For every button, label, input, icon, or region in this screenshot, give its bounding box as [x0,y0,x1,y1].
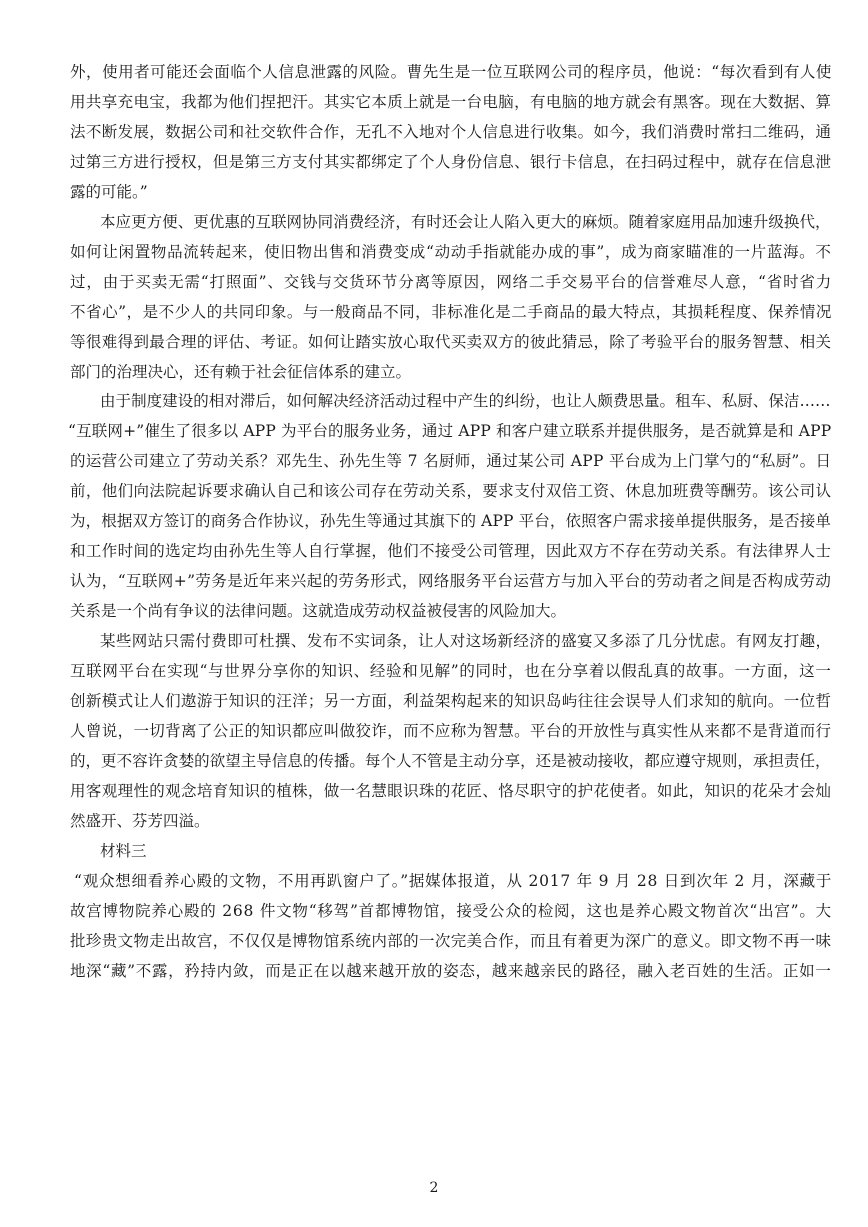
text-line-content: 等很难得到最合理的评估、考证。如何让踏实放心取代买卖双方的彼此猜忌，除了考验平台的服务智慧、相关 [70,332,832,351]
text-line [0,596,868,626]
text-line [0,267,868,297]
text-line-content: 批珍贵文物走出故宫，不仅仅是博物馆系统内部的一次完美合作，而且有着更为深广的意义。即文物不再一味 [70,931,832,950]
text-line-content: 部门的治理决心，还有赖于社会征信体系的建立。 [70,362,412,381]
text-line-content: 的，更不容许贪婪的欲望主导信息的传播。每个人不管是主动分享，还是被动接收，都应遵守规则，承担责任， [70,751,831,770]
text-line [0,956,868,986]
text-line [0,776,868,806]
text-line-content: 过，由于买卖无需“打照面”、交钱与交货环节分离等原因，网络二手交易平台的信誉难尽人意，“省时省力 [70,272,833,291]
text-line-content: 创新模式让人们遨游于知识的汪洋；另一方面，利益架构起来的知识岛屿往往会误导人们求知的航向。一位哲 [70,691,832,710]
text-line-content: 本应更方便、更优惠的互联网协同消费经济，有时还会让人陷入更大的麻烦。随着家庭用品加速升级换代， [100,212,831,231]
text-line [0,686,868,716]
text-line [0,746,868,776]
text-line-content: 关系是一个尚有争议的法律问题。这就造成劳动权益被侵害的风险加大。 [70,602,567,621]
text-line-content: 由于制度建设的相对滞后，如何解决经济活动过程中产生的纠纷，也让人颇费思量。租车、私厨、保洁…… [100,392,831,411]
text-line [0,506,868,536]
text-line-content: 认为，“互联网+”劳务是近年来兴起的劳务形式，网络服务平台运营方与加入平台的劳动者之间是否构成劳动 [70,572,832,591]
text-line-content: 为，根据双方签订的商务合作协议，孙先生等通过其旗下的 APP 平台，依照客户需求接单提供服务，是否接单 [70,512,832,531]
text-line-content: 不省心”，是不少人的共同印象。与一般商品不同，非标准化是二手商品的最大特点，其损耗程度、保养情况 [70,302,832,321]
text-line [0,327,868,357]
text-line [0,207,868,237]
text-line [0,476,868,506]
text-line [0,806,868,836]
text-line [0,357,868,387]
text-line-content: 露的可能。” [70,182,148,201]
text-line-content: 法不断发展，数据公司和社交软件合作，无孔不入地对个人信息进行收集。如今，我们消费时常扫二维码，通 [70,122,832,141]
text-line-content: 地深“藏”不露，矜持内敛，而是正在以越来越开放的姿态，越来越亲民的路径，融入老百姓的生活。正如一 [70,961,832,980]
text-line-content: 的运营公司建立了劳动关系？邓先生、孙先生等 7 名厨师，通过某公司 APP 平台成为上门掌勺的“私厨”。日 [70,452,832,471]
text-line-content: “互联网+”催生了很多以 APP 为平台的服务业务，通过 APP 和客户建立联系并提供服务，是否就算是和 APP [68,422,832,441]
text-line-content: 如何让闲置物品流转起来，使旧物出售和消费变成“动动手指就能办成的事”，成为商家瞄准的一片蓝海。不 [70,242,832,261]
text-line [0,446,868,476]
text-line [0,536,868,566]
text-line-content: 和工作时间的选定均由孙先生等人自行掌握，他们不接受公司管理，因此双方不存在劳动关系。有法律界人士 [70,542,832,561]
text-line [0,896,868,926]
text-line [0,836,868,866]
text-line-content: 材料三 [100,841,147,860]
text-line-content: 前，他们向法院起诉要求确认自己和该公司存在劳动关系，要求支付双倍工资、休息加班费等酬劳。该公司认 [70,482,832,501]
text-line-content: 然盛开、芬芳四溢。 [70,811,210,830]
text-line-content: 互联网平台在实现“与世界分享你的知识、经验和见解”的同时，也在分享着以假乱真的故事。一方面，这一 [70,662,832,680]
text-line [0,147,868,177]
text-line-content: 用共享充电宝，我都为他们捏把汗。其实它本质上就是一台电脑，有电脑的地方就会有黑客。现在大数据、算 [70,92,832,111]
text-line-content: 人曾说，一切背离了公正的知识都应叫做狡诈，而不应称为智慧。平台的开放性与真实性从来都不是背道而行 [70,721,832,740]
text-line [0,87,868,117]
text-line [0,656,868,686]
text-line [0,416,868,446]
text-line-content: 某些网站只需付费即可杜撰、发布不实词条，让人对这场新经济的盛宴又多添了几分忧虑。有网友打趣， [100,632,832,651]
text-line-content: 外，使用者可能还会面临个人信息泄露的风险。曹先生是一位互联网公司的程序员，他说：“每次看到有人使 [70,63,832,81]
text-line [0,297,868,327]
text-line [0,626,868,656]
page-number: 2 [429,1180,439,1196]
text-line [0,566,868,596]
text-line [0,177,868,207]
text-line-content: “观众想细看养心殿的文物，不用再趴窗户了。”据媒体报道，从 2017 年 9 月 28 日到次年 2 月，深藏于 [74,871,833,890]
text-line [0,866,868,896]
text-line-content: 过第三方进行授权，但是第三方支付其实都绑定了个人身份信息、银行卡信息，在扫码过程中，就存在信息泄 [70,152,832,171]
text-line [0,237,868,267]
text-line-content: 故宫博物院养心殿的 268 件文物“移驾”首都博物馆，接受公众的检阅，这也是养心殿文物首次“出宫”。大 [70,901,832,920]
text-line [0,117,868,147]
text-line [0,57,868,87]
text-line [0,386,868,416]
text-line [0,926,868,956]
text-line [0,716,868,746]
text-line-content: 用客观理性的观念培育知识的植株，做一名慧眼识珠的花匠、恪尽职守的护花使者。如此，知识的花朵才会灿 [70,781,832,800]
